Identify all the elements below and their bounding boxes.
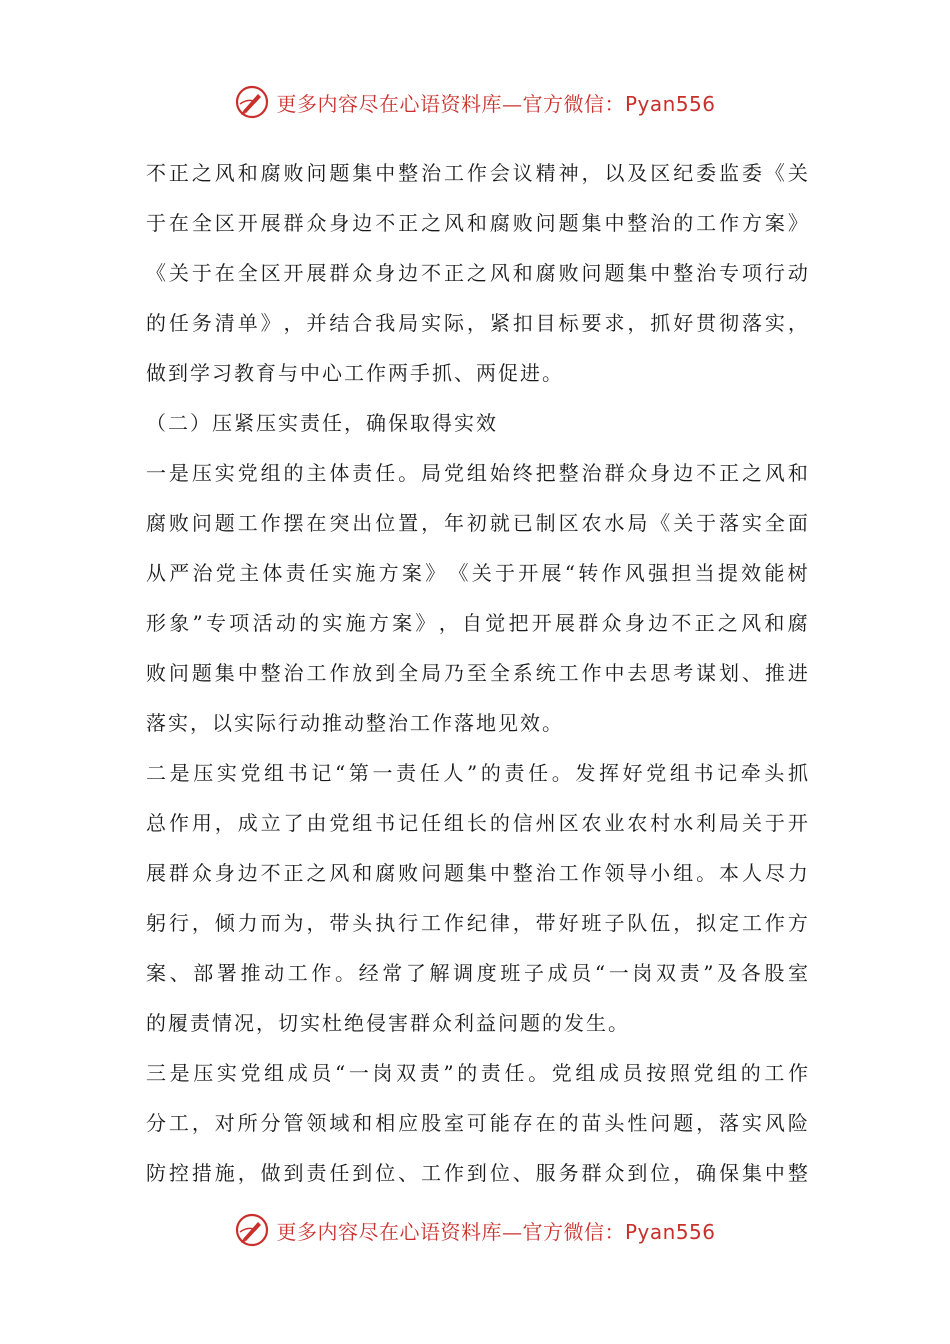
text-line: 腐 败 问 题 工 作 摆 在 突 出 位 置 ， 年 初 就 已 制 区 农 水 局 《 关 于 落 实 全 面 xyxy=(146,511,808,535)
pen-logo-icon xyxy=(234,84,270,120)
text-line: 形 象 ” 专 项 活 动 的 实 施 方 案 》 ， 自 觉 把 开 展 群 众 身 边 不 正 之 风 和 腐 xyxy=(146,611,808,635)
text-line: 总 作 用 ， 成 立 了 由 党 组 书 记 任 组 长 的 信 州 区 农 业 农 村 水 利 局 关 于 开 xyxy=(146,811,808,835)
text-line: 的 任 务 清 单 》 ， 并 结 合 我 局 实 际 ， 紧 扣 目 标 要 求 ， 抓 好 贯 彻 落 实 ， xyxy=(146,311,808,335)
text-line: 案 、 部 署 推 动 工 作 。 经 常 了 解 调 度 班 子 成 员 “ 一 岗 双 责 ” 及 各 股 室 xyxy=(146,961,808,985)
text-line: 于 在 全 区 开 展 群 众 身 边 不 正 之 风 和 腐 败 问 题 集 中 整 治 的 工 作 方 案 》 xyxy=(146,211,808,235)
text-line: 分 工 ， 对 所 分 管 领 域 和 相 应 股 室 可 能 存 在 的 苗 头 性 问 题 ， 落 实 风 险 xyxy=(146,1111,808,1135)
text-line: 从 严 治 党 主 体 责 任 实 施 方 案 》 《 关 于 开 展 “ 转 作 风 强 担 当 提 效 能 树 xyxy=(146,561,808,585)
text-line: 防 控 措 施 ， 做 到 责 任 到 位 、 工 作 到 位 、 服 务 群 众 到 位 ， 确 保 集 中 整 xyxy=(146,1161,808,1185)
document-body xyxy=(146,148,808,1198)
banner-text xyxy=(276,88,715,117)
header-watermark-banner xyxy=(0,80,950,124)
text-line: 展 群 众 身 边 不 正 之 风 和 腐 败 问 题 集 中 整 治 工 作 领 导 小 组 。 本 人 尽 力 xyxy=(146,861,808,885)
text-line: 做到学习教育与中心工作两手抓、两促进。 xyxy=(146,361,564,385)
banner-label: 更多内容尽在心语资料库—官方微信： xyxy=(276,1219,625,1244)
text-line: 的履责情况，切实杜绝侵害群众利益问题的发生。 xyxy=(146,1011,630,1035)
text-line: 《 关 于 在 全 区 开 展 群 众 身 边 不 正 之 风 和 腐 败 问 题 集 中 整 治 专 项 行 动 xyxy=(146,261,808,285)
footer-watermark-banner xyxy=(0,1208,950,1252)
text-line: 二 是 压 实 党 组 书 记 “ 第 一 责 任 人 ” 的 责 任 。 发 挥 好 党 组 书 记 牵 头 抓 xyxy=(146,761,808,785)
banner-text xyxy=(276,1216,715,1245)
text-line: 败 问 题 集 中 整 治 工 作 放 到 全 局 乃 至 全 系 统 工 作 中 去 思 考 谋 划 、 推 进 xyxy=(146,661,808,685)
banner-wechat-id: Pyan556 xyxy=(624,1219,716,1244)
banner-label: 更多内容尽在心语资料库—官方微信： xyxy=(276,91,625,116)
text-line: 不 正 之 风 和 腐 败 问 题 集 中 整 治 工 作 会 议 精 神 ， 以 及 区 纪 委 监 委 《 关 xyxy=(146,161,808,185)
text-line: 躬 行 ， 倾 力 而 为 ， 带 头 执 行 工 作 纪 律 ， 带 好 班 子 队 伍 ， 拟 定 工 作 方 xyxy=(146,911,808,935)
text-line: （二）压紧压实责任，确保取得实效 xyxy=(146,411,498,435)
text-line: 三 是 压 实 党 组 成 员 “ 一 岗 双 责 ” 的 责 任 。 党 组 成 员 按 照 党 组 的 工 作 xyxy=(146,1061,808,1085)
text-line: 落实，以实际行动推动整治工作落地见效。 xyxy=(146,711,564,735)
pen-logo-icon xyxy=(234,1212,270,1248)
text-line: 一 是 压 实 党 组 的 主 体 责 任 。 局 党 组 始 终 把 整 治 群 众 身 边 不 正 之 风 和 xyxy=(146,461,808,485)
banner-wechat-id: Pyan556 xyxy=(624,91,716,116)
